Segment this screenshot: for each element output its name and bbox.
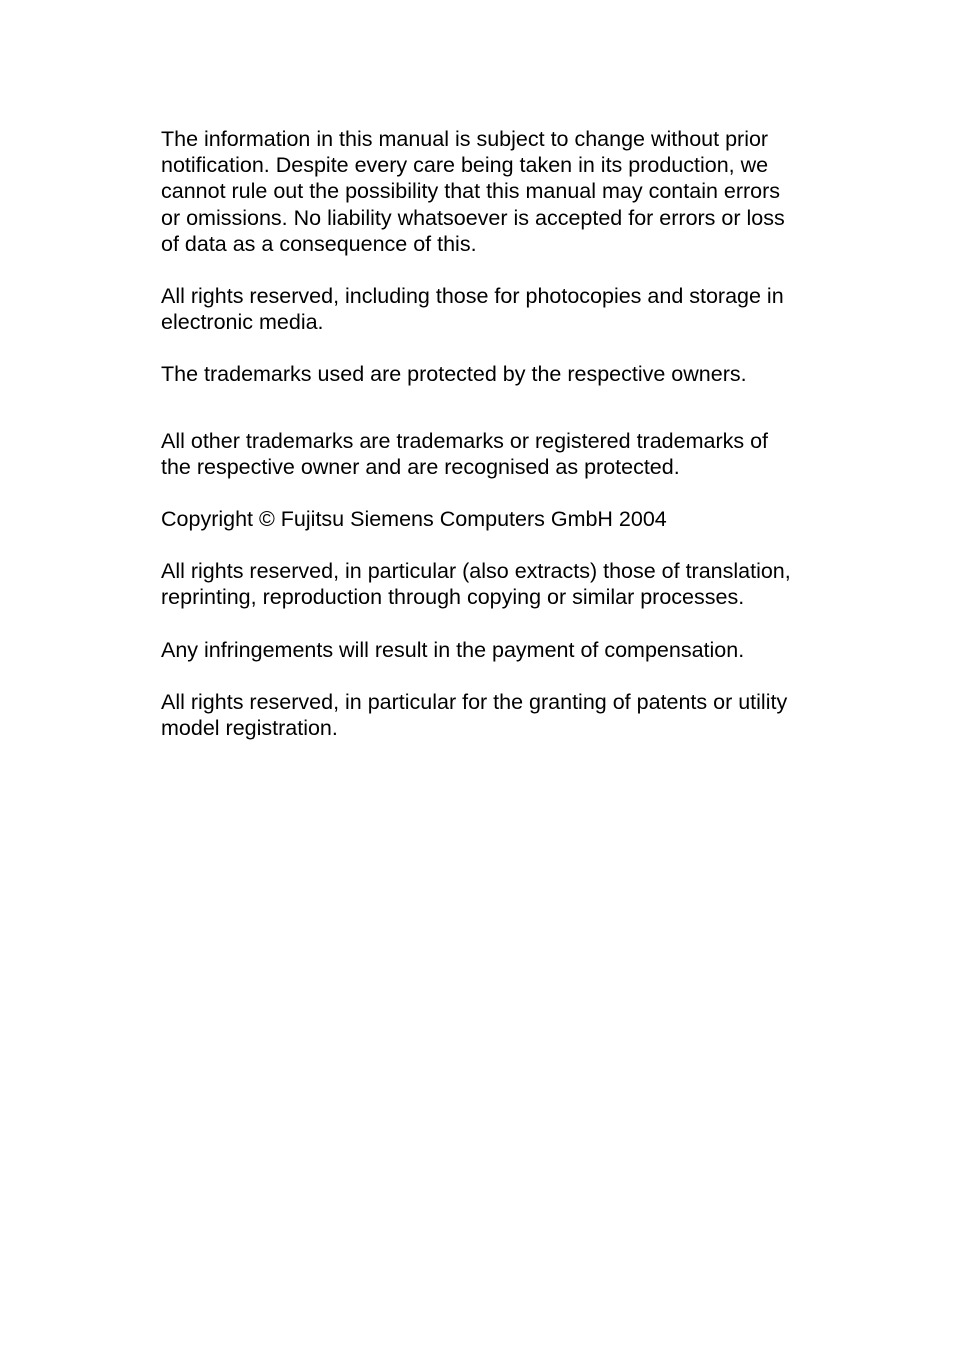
paragraph-copyright (161, 506, 841, 532)
paragraph-spacer (161, 532, 841, 558)
paragraph-disclaimer (161, 126, 841, 257)
text-line: model registration. (161, 716, 338, 741)
paragraph-spacer (161, 480, 841, 506)
text-line: of data as a consequence of this. (161, 231, 477, 256)
text-line: All rights reserved, in particular for the granting of patents or utility (161, 689, 788, 714)
paragraph-spacer (161, 388, 841, 428)
text-line: All rights reserved, including those for photocopies and storage in (161, 284, 784, 309)
paragraph-trademarks-protected (161, 361, 841, 387)
text-line: The trademarks used are protected by the respective owners. (161, 362, 747, 387)
text-line: electronic media. (161, 310, 324, 335)
text-line: notification. Despite every care being taken in its production, we (161, 153, 769, 178)
text-line: the respective owner and are recognised as protected. (161, 454, 680, 479)
text-line: All rights reserved, in particular (also extracts) those of translation, (161, 559, 791, 584)
paragraph-infringements (161, 637, 841, 663)
paragraph-rights-storage (161, 283, 841, 335)
legal-notice (161, 126, 841, 741)
text-line: The information in this manual is subject to change without prior (161, 127, 769, 151)
paragraph-spacer (161, 335, 841, 361)
text-line: Copyright © Fujitsu Siemens Computers GmbH 2004 (161, 507, 667, 532)
paragraph-spacer (161, 663, 841, 689)
paragraph-rights-translation (161, 558, 841, 610)
paragraph-spacer (161, 257, 841, 283)
text-line: reprinting, reproduction through copying or similar processes. (161, 585, 745, 610)
text-line: All other trademarks are trademarks or registered trademarks of (161, 428, 769, 453)
paragraph-spacer (161, 611, 841, 637)
text-line: or omissions. No liability whatsoever is accepted for errors or loss (161, 205, 785, 230)
paragraph-other-trademarks (161, 428, 841, 480)
text-line: Any infringements will result in the payment of compensation. (161, 637, 745, 662)
paragraph-rights-patents (161, 689, 841, 741)
text-line: cannot rule out the possibility that this manual may contain errors (161, 179, 781, 204)
